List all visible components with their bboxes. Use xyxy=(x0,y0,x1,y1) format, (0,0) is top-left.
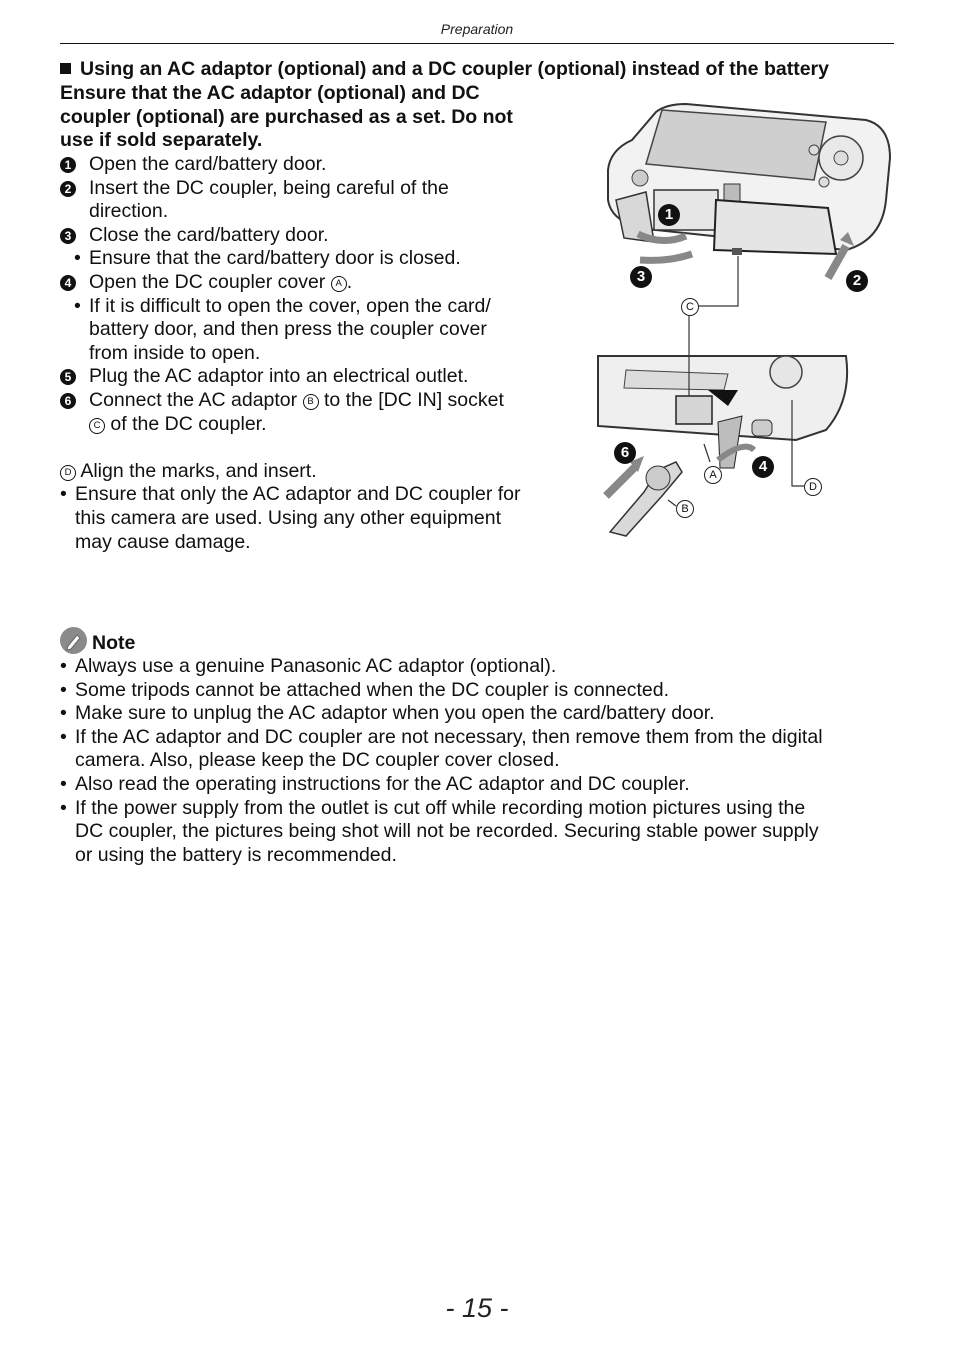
step-text: Plug the AC adaptor into an electrical outlet. xyxy=(89,365,469,388)
marker-a: A xyxy=(331,276,347,292)
ensure-bullet-cont xyxy=(60,507,580,531)
note-item: • If the power supply from the outlet is cut off while recording motion pictures using the DC coupler, the pictures being shot will not be recorded. Securing stable power supply or using the battery is recommended. xyxy=(60,796,819,866)
callout-b: B xyxy=(676,500,694,518)
section-title-text: Using an AC adaptor (optional) and a DC coupler (optional) instead of the battery xyxy=(80,58,829,80)
note-item: • Also read the operating instructions for the AC adaptor and DC coupler. xyxy=(60,772,690,795)
step-number-badge: 3 xyxy=(60,228,76,244)
step-number-badge: 5 xyxy=(60,369,76,385)
marker-c: C xyxy=(89,418,105,434)
marker-d: D xyxy=(60,465,76,481)
step-5 xyxy=(60,365,580,389)
callout-4: 4 xyxy=(752,456,774,478)
intro-line: use if sold separately. xyxy=(60,129,263,152)
note-title: Note xyxy=(92,632,136,654)
intro-line: Ensure that the AC adaptor (optional) and DC xyxy=(60,82,480,104)
callout-a: A xyxy=(704,466,722,484)
step-text: Open the card/battery door. xyxy=(89,153,327,175)
camera-illustration xyxy=(596,100,896,540)
ensure-bullet: • Ensure that only the AC adaptor and DC coupler for xyxy=(60,483,521,506)
step-3-bullet: • Ensure that the card/battery door is closed. xyxy=(74,247,461,270)
step-number-badge: 4 xyxy=(60,275,76,291)
step-number-badge: 1 xyxy=(60,157,76,173)
step-4: 4 Open the DC coupler cover A . xyxy=(60,271,580,295)
camera-diagram xyxy=(596,100,896,540)
ensure-bullet-cont xyxy=(60,531,580,555)
note-pencil-icon xyxy=(60,627,87,654)
marker-d-line xyxy=(60,460,580,484)
note-item: • Some tripods cannot be attached when the DC coupler is connected. xyxy=(60,678,670,701)
callout-c: C xyxy=(681,298,699,316)
intro-line: coupler (optional) are purchased as a set. Do not xyxy=(60,105,513,128)
step-text: Open the DC coupler cover xyxy=(89,270,326,293)
step-2 xyxy=(60,177,580,201)
callout-3: 3 xyxy=(630,266,652,288)
bullet-text: Ensure that only the AC adaptor and DC coupler for xyxy=(75,483,521,506)
square-bullet-icon xyxy=(60,63,71,74)
camera-lower xyxy=(598,356,847,536)
note-item: • Make sure to unplug the AC adaptor when you open the card/battery door. xyxy=(60,702,715,725)
bullet-text: battery door, and then press the coupler cover xyxy=(89,318,487,341)
step-text: of the DC coupler. xyxy=(110,412,267,435)
marker-b: B xyxy=(303,394,319,410)
bullet-text: If it is difficult to open the cover, open the card/ xyxy=(89,294,491,317)
step-6 xyxy=(60,389,580,413)
callout-2: 2 xyxy=(846,270,868,292)
callout-6: 6 xyxy=(614,442,636,464)
step-text: Close the card/battery door. xyxy=(89,223,329,246)
step-1 xyxy=(60,153,580,177)
note-item: • Always use a genuine Panasonic AC adaptor (optional). xyxy=(60,655,557,677)
step-4-bullet-cont xyxy=(60,342,580,366)
step-4-bullet: • If it is difficult to open the cover, open the card/ xyxy=(74,294,491,317)
step-text: Connect the AC adaptor xyxy=(89,388,298,411)
callout-d: D xyxy=(804,478,822,496)
step-number-badge: 2 xyxy=(60,181,76,197)
step-text: direction. xyxy=(89,200,169,223)
step-list xyxy=(60,153,580,554)
page-number: - 15 - xyxy=(445,1293,509,1323)
step-2-cont xyxy=(60,200,580,224)
camera-upper xyxy=(608,104,890,278)
step-3 xyxy=(60,224,580,248)
note-list xyxy=(60,655,894,867)
bullet-text: Ensure that the card/battery door is closed. xyxy=(89,247,461,270)
header-rule xyxy=(60,43,894,44)
step-number-badge: 6 xyxy=(60,393,76,409)
step-text: to the [DC IN] socket xyxy=(323,388,504,411)
bullet-text: may cause damage. xyxy=(75,530,251,553)
step-text: Insert the DC coupler, being careful of the xyxy=(89,176,449,199)
intro-warning xyxy=(60,82,560,153)
step-6-cont xyxy=(60,413,580,437)
note-item: • If the AC adaptor and DC coupler are not necessary, then remove them from the digital camera. Also, please keep the DC coupler cover closed. xyxy=(60,725,823,772)
marker-d-text: Align the marks, and insert. xyxy=(80,459,317,482)
section-header: Preparation xyxy=(440,21,514,37)
callout-1: 1 xyxy=(658,204,680,226)
step-4-bullet-cont xyxy=(60,318,580,342)
section-title xyxy=(60,58,829,81)
bullet-text: this camera are used. Using any other equipment xyxy=(75,506,501,529)
bullet-text: from inside to open. xyxy=(89,341,261,364)
